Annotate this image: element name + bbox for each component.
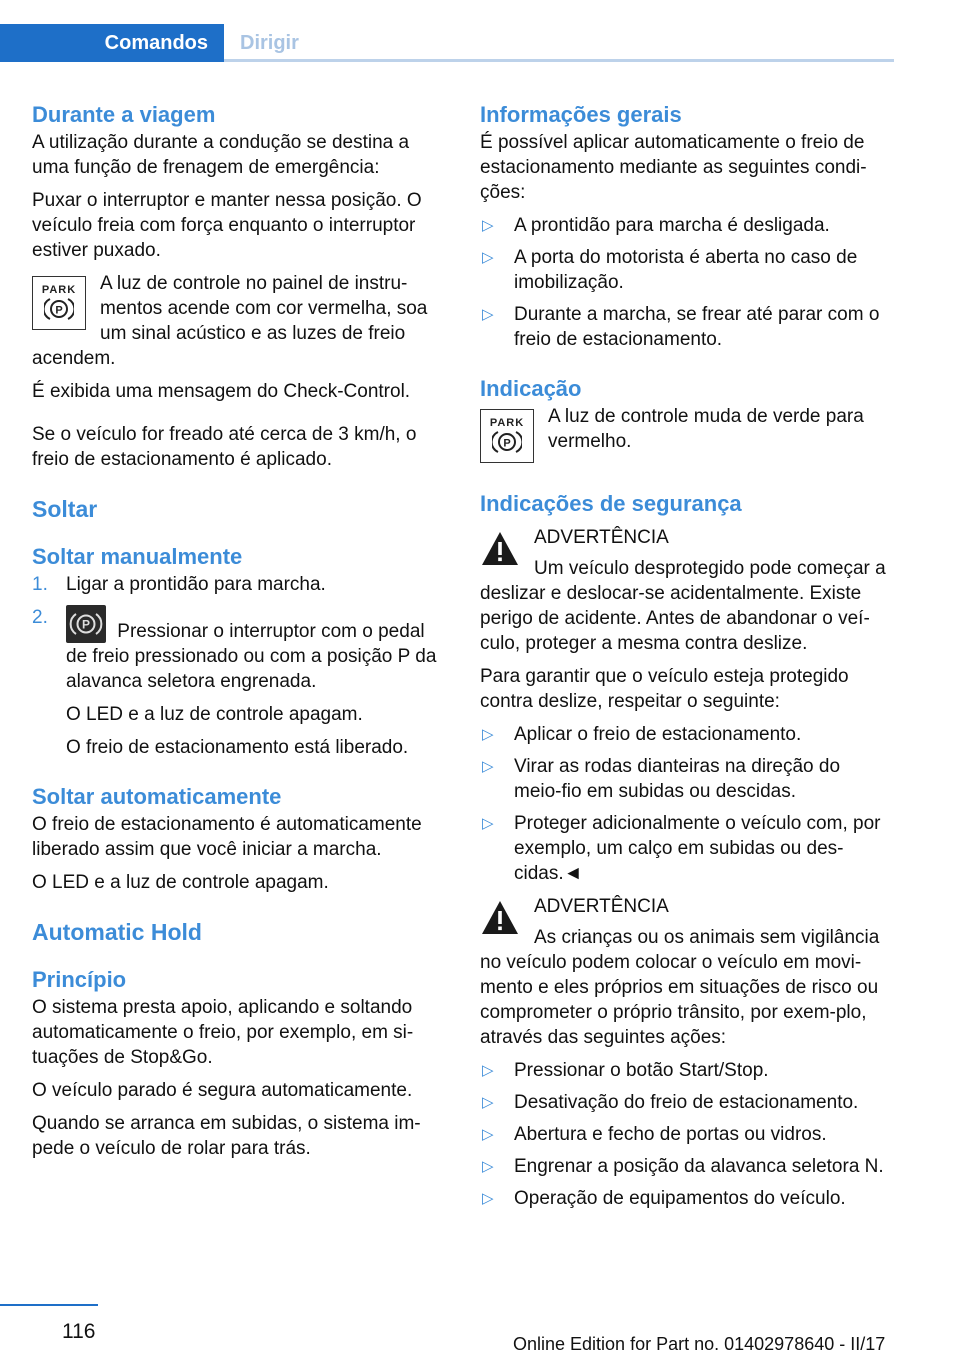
list-item: ▷ Abertura e fecho de portas ou vidros. (482, 1124, 827, 1145)
paragraph: Para garantir que o veículo esteja protegido contra deslize, respeitar o seguinte: (480, 666, 849, 712)
paragraph: O LED e a luz de controle apagam. (32, 872, 329, 893)
heading-soltar: Soltar (32, 496, 98, 522)
parking-button-icon (66, 605, 106, 643)
list-item: ▷ Operação de equipamentos do veículo. (482, 1188, 846, 1209)
list-item: ▷ Desativação do freio de estacionamento. (482, 1092, 859, 1113)
park-brake-icon: PARK P (32, 276, 86, 330)
warning-title: ADVERTÊNCIA (534, 527, 669, 548)
bullet-triangle-icon: ▷ (482, 1126, 494, 1143)
list-item: ▷ A porta do motorista é aberta no caso de imobilização. (482, 247, 858, 293)
paragraph: O sistema presta apoio, aplicando e soltando automaticamente o freio, por exemplo, em si-tuações de Stop&Go. (32, 997, 414, 1068)
list-item: ▷ Proteger adicionalmente o veículo com, por exemplo, um calço em subidas ou des-cidas.◄ (482, 813, 881, 884)
list-item: ▷ Pressionar o botão Start/Stop. (482, 1060, 769, 1081)
bullet-triangle-icon: ▷ (482, 1158, 494, 1175)
heading-seguranca: Indicações de segurança (480, 491, 742, 516)
bullet-triangle-icon: ▷ (482, 726, 494, 743)
list-item: ▷ A prontidão para marcha é desligada. (482, 215, 830, 236)
paragraph: É exibida uma mensagem do Check-Control. (32, 381, 411, 402)
bullet-triangle-icon: ▷ (482, 815, 494, 832)
list-item: 1. Ligar a prontidão para marcha. (32, 574, 326, 595)
list-item: ▷ Engrenar a posição da alavanca seletora N. (482, 1156, 884, 1177)
paragraph: O LED e a luz de controle apagam. (66, 704, 363, 725)
right-column (480, 100, 892, 1219)
paragraph: Se o veículo for freado até cerca de 3 km/h, o freio de estacionamento é aplicado. (32, 424, 417, 470)
list-item: ▷ Virar as rodas dianteiras na direção do meio-fio em subidas ou descidas. (482, 756, 841, 802)
warning-text: Um veículo desprotegido pode começar a deslizar e deslocar-se acidentalmente. Existe perigo de acidente. Antes de abandonar o veí-culo, proteger a mesma contra deslize. (480, 558, 886, 654)
park-brake-icon: PARK P (480, 409, 534, 463)
bullet-triangle-icon: ▷ (482, 1094, 494, 1111)
warning-text: As crianças ou os animais sem vigilância no veículo podem colocar o veículo em movi-mento e eles próprios em situações de risco ou comprometer o próprio trânsito, por exem-plo, através das seguintes ações: (480, 927, 880, 1048)
heading-indicacao: Indicação (480, 376, 582, 401)
warning-title: ADVERTÊNCIA (534, 896, 669, 917)
paragraph: O freio de estacionamento está liberado. (66, 737, 409, 758)
bullet-triangle-icon: ▷ (482, 758, 494, 775)
conditions-list (480, 213, 892, 352)
safety-list (480, 722, 892, 886)
warning-triangle-icon (480, 898, 520, 938)
tab-dirigir[interactable]: Dirigir (240, 31, 299, 54)
svg-text:P: P (503, 437, 511, 450)
heading-informacoes-gerais: Informações gerais (480, 102, 682, 127)
paragraph: É possível aplicar automaticamente o freio de estacionamento mediante as seguintes condi-ções: (480, 132, 867, 203)
edition-footer: Online Edition for Part no. 01402978640 - II/17 (513, 1334, 886, 1354)
list-item: 2. P Pressionar o interruptor com o pedal de freio pressionado ou com a posição P da alavanca seletora engrenada. (32, 607, 437, 692)
heading-automatic-hold: Automatic Hold (32, 919, 202, 945)
bullet-triangle-icon: ▷ (482, 1062, 494, 1079)
bullet-triangle-icon: ▷ (482, 1190, 494, 1207)
bullet-triangle-icon: ▷ (482, 306, 494, 323)
svg-text:P: P (81, 617, 91, 632)
steps-list (32, 572, 444, 694)
bullet-triangle-icon: ▷ (482, 249, 494, 266)
paragraph: O veículo parado é segura automaticamente. (32, 1080, 413, 1101)
warning-block (480, 525, 892, 656)
parking-circle-icon (44, 296, 74, 322)
list-item: ▷ Aplicar o freio de estacionamento. (482, 724, 802, 745)
tab-comandos[interactable]: Comandos (0, 24, 224, 62)
list-item: ▷ Durante a marcha, se frear até parar com o freio de estacionamento. (482, 304, 880, 350)
paragraph: A luz de controle muda de verde para vermelho. (548, 406, 864, 452)
parking-circle-icon (492, 429, 522, 455)
header-divider (224, 59, 894, 62)
paragraph: A utilização durante a condução se destina a uma função de frenagem de emergência: (32, 132, 410, 178)
page-number: 116 (62, 1320, 96, 1343)
heading-principio: Princípio (32, 967, 127, 992)
paragraph: O freio de estacionamento é automaticamente liberado assim que você iniciar a marcha. (32, 814, 422, 860)
heading-durante-viagem: Durante a viagem (32, 102, 216, 127)
header-bar (0, 0, 960, 62)
bullet-triangle-icon: ▷ (482, 217, 494, 234)
park-indicator-block (480, 404, 892, 467)
paragraph: Quando se arranca em subidas, o sistema im-pede o veículo de rolar para trás. (32, 1113, 421, 1159)
warning-triangle-icon (480, 529, 520, 569)
heading-soltar-auto: Soltar automaticamente (32, 784, 282, 809)
svg-text:P: P (55, 304, 63, 317)
park-indicator-block (32, 271, 444, 371)
paragraph: Puxar o interruptor e manter nessa posição. O veículo freia com força enquanto o interruptor estiver puxado. (32, 190, 422, 261)
heading-soltar-manual: Soltar manualmente (32, 544, 243, 569)
paragraph: A luz de controle no painel de instru-mentos acende com cor vermelha, soa um sinal acústico e as luzes de freio acendem. (32, 273, 428, 369)
actions-list (480, 1058, 892, 1211)
warning-block (480, 894, 892, 1050)
footer-divider (0, 1304, 98, 1306)
left-column (32, 100, 444, 1169)
